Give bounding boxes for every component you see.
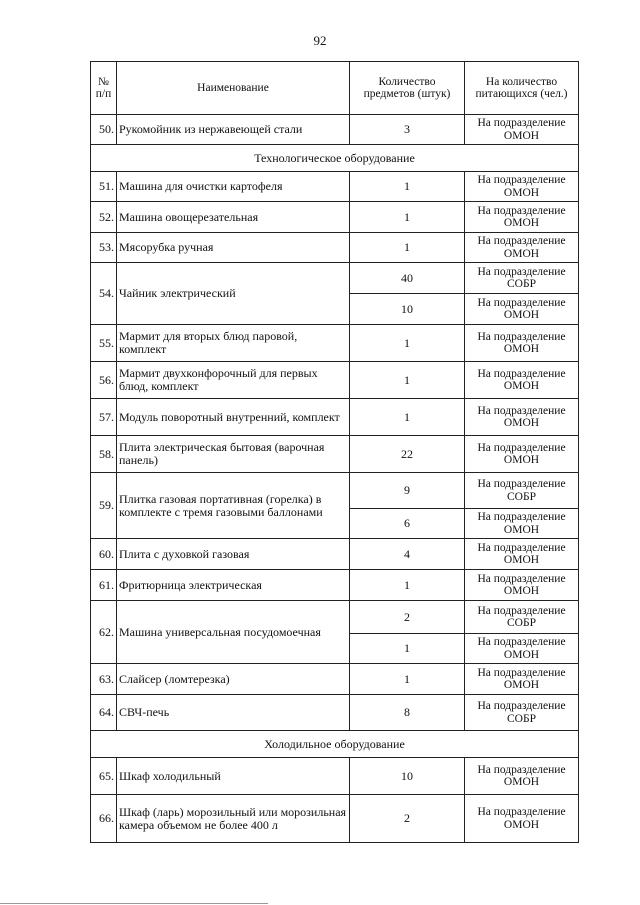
row-qty: 1: [350, 399, 465, 436]
row-qty: 22: [350, 436, 465, 473]
row-name: Шкаф (ларь) морозильный или морозильная камера объемом не более 400 л: [117, 795, 350, 843]
header-num: № п/п: [91, 62, 117, 115]
table-row: [91, 795, 579, 843]
row-name: Плита с духовкой газовая: [117, 539, 350, 570]
table-row: [91, 202, 579, 233]
page-bottom-rule: [0, 903, 268, 904]
table-row: [91, 362, 579, 399]
table-row: [91, 436, 579, 473]
row-note: На подразделение СОБР: [465, 473, 579, 509]
row-name: Чайник электрический: [117, 263, 350, 325]
header-qty: Количество предметов (штук): [350, 62, 465, 115]
row-note: На подразделение ОМОН: [465, 664, 579, 695]
row-note: На подразделение ОМОН: [465, 570, 579, 601]
row-note: На подразделение ОМОН: [465, 509, 579, 539]
row-qty: 1: [350, 362, 465, 399]
row-num: 51.: [91, 172, 117, 202]
row-note: На подразделение ОМОН: [465, 115, 579, 145]
section-title-cold: Холодильное оборудование: [91, 731, 579, 758]
row-qty: 10: [350, 758, 465, 795]
row-qty: 2: [350, 795, 465, 843]
row-name: Плитка газовая портативная (горелка) в комплекте с тремя газовыми баллонами: [117, 473, 350, 539]
header-note: На количество питающихся (чел.): [465, 62, 579, 115]
row-qty: 2: [350, 601, 465, 634]
row-name: Рукомойник из нержавеющей стали: [117, 115, 350, 145]
table-row: [91, 758, 579, 795]
row-num: 63.: [91, 664, 117, 695]
row-qty: 1: [350, 172, 465, 202]
table-row: [91, 325, 579, 362]
table-header-row: [91, 62, 579, 115]
row-name: Машина овощерезательная: [117, 202, 350, 233]
row-qty: 6: [350, 509, 465, 539]
row-name: Фритюрница электрическая: [117, 570, 350, 601]
row-num: 50.: [91, 115, 117, 145]
section-row: [91, 145, 579, 172]
row-note: На подразделение ОМОН: [465, 362, 579, 399]
row-note: На подразделение СОБР: [465, 695, 579, 731]
row-name: Мармит для вторых блюд паровой, комплект: [117, 325, 350, 362]
row-num: 65.: [91, 758, 117, 795]
row-qty: 10: [350, 294, 465, 325]
row-name: Машина универсальная посудомоечная: [117, 601, 350, 664]
table-row: [91, 172, 579, 202]
row-qty: 1: [350, 570, 465, 601]
row-num: 60.: [91, 539, 117, 570]
row-note: На подразделение ОМОН: [465, 294, 579, 325]
row-num: 52.: [91, 202, 117, 233]
row-num: 66.: [91, 795, 117, 843]
row-qty: 1: [350, 634, 465, 664]
row-note: На подразделение ОМОН: [465, 758, 579, 795]
row-name: Машина для очистки картофеля: [117, 172, 350, 202]
row-note: На подразделение ОМОН: [465, 399, 579, 436]
row-num: 61.: [91, 570, 117, 601]
row-qty: 1: [350, 233, 465, 263]
row-num: 58.: [91, 436, 117, 473]
row-qty: 8: [350, 695, 465, 731]
table-row: [91, 695, 579, 731]
row-num: 53.: [91, 233, 117, 263]
row-qty: 9: [350, 473, 465, 509]
row-note: На подразделение СОБР: [465, 263, 579, 294]
row-num: 54.: [91, 263, 117, 325]
section-title-tech: Технологическое оборудование: [91, 145, 579, 172]
table-row: [91, 539, 579, 570]
row-num: 64.: [91, 695, 117, 731]
row-note: На подразделение СОБР: [465, 601, 579, 634]
row-name: Мармит двухконфорочный для первых блюд, комплект: [117, 362, 350, 399]
header-name: Наименование: [117, 62, 350, 115]
table-row: [91, 664, 579, 695]
row-qty: 3: [350, 115, 465, 145]
row-note: На подразделение ОМОН: [465, 325, 579, 362]
row-note: На подразделение ОМОН: [465, 202, 579, 233]
row-note: На подразделение ОМОН: [465, 539, 579, 570]
row-note: На подразделение ОМОН: [465, 233, 579, 263]
row-qty: 40: [350, 263, 465, 294]
row-num: 56.: [91, 362, 117, 399]
row-note: На подразделение ОМОН: [465, 795, 579, 843]
table-row: [91, 115, 579, 145]
row-qty: 1: [350, 325, 465, 362]
row-note: На подразделение ОМОН: [465, 436, 579, 473]
row-qty: 1: [350, 664, 465, 695]
row-note: На подразделение ОМОН: [465, 634, 579, 664]
table-row: [91, 570, 579, 601]
page-number: 92: [313, 33, 327, 48]
table-row: [91, 263, 579, 294]
table-row: [91, 233, 579, 263]
row-qty: 4: [350, 539, 465, 570]
row-name: Слайсер (ломтерезка): [117, 664, 350, 695]
row-note: На подразделение ОМОН: [465, 172, 579, 202]
row-qty: 1: [350, 202, 465, 233]
row-name: Мясорубка ручная: [117, 233, 350, 263]
row-name: СВЧ-печь: [117, 695, 350, 731]
row-num: 62.: [91, 601, 117, 664]
row-name: Шкаф холодильный: [117, 758, 350, 795]
table-row: [91, 601, 579, 634]
row-num: 57.: [91, 399, 117, 436]
row-num: 59.: [91, 473, 117, 539]
equipment-table: [90, 61, 579, 843]
row-name: Модуль поворотный внутренний, комплект: [117, 399, 350, 436]
table-row: [91, 399, 579, 436]
row-name: Плита электрическая бытовая (варочная панель): [117, 436, 350, 473]
section-row: [91, 731, 579, 758]
row-num: 55.: [91, 325, 117, 362]
table-row: [91, 473, 579, 509]
